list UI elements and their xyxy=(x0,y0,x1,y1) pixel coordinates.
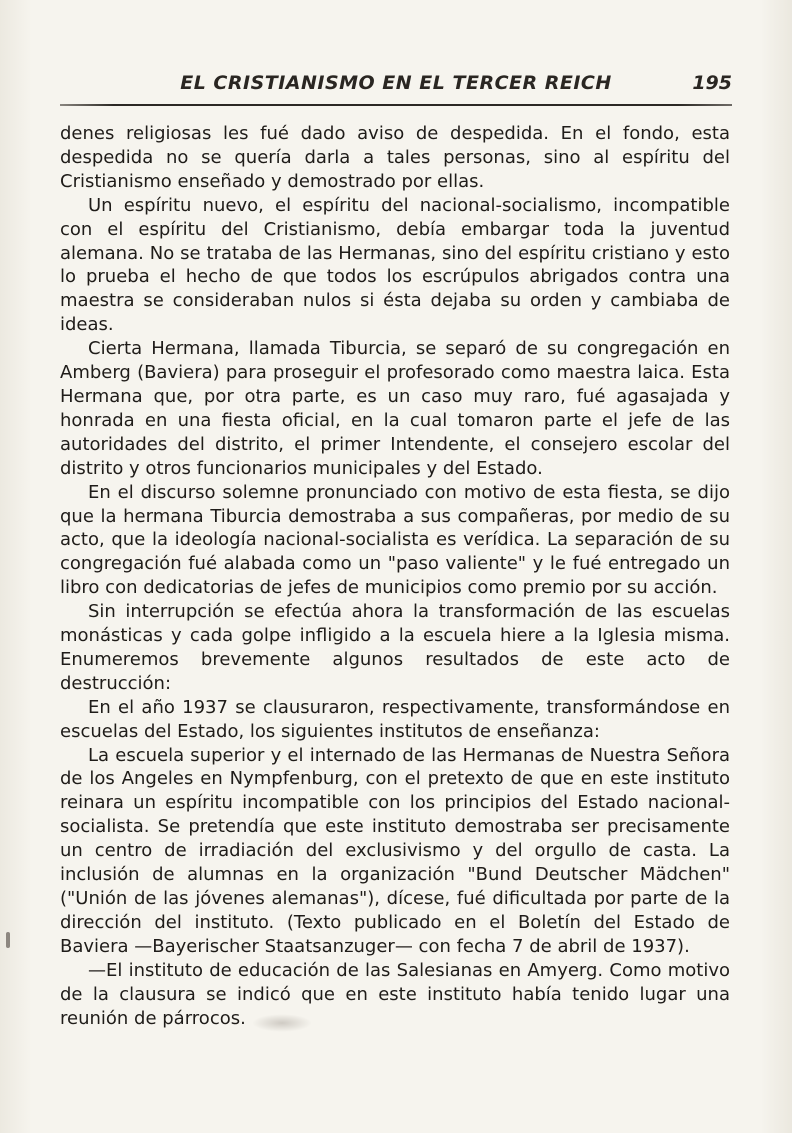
body-text xyxy=(60,122,730,1030)
paragraph-2: Un espíritu nuevo, el espíritu del nacional-socialismo, incompatible con el espíritu del Cristianismo, debía embargar toda la juventud alemana. No se trataba de las Hermanas, sino del espíritu cristiano y esto lo prueba el hecho de que todos los escrúpulos abrigados contra una maestra se consideraban nulos si ésta dejaba su orden y cambiaba de ideas. xyxy=(60,194,730,336)
paragraph-1: denes religiosas les fué dado aviso de despedida. En el fondo, esta despedida no se quería darla a tales personas, sino al espíritu del Cristianismo enseñado y demostrado por ellas. xyxy=(60,123,730,192)
margin-mark xyxy=(6,932,10,948)
page-header xyxy=(60,72,732,102)
header-rule xyxy=(60,104,732,106)
paragraph-5: Sin interrupción se efectúa ahora la transformación de las escuelas monásticas y cada golpe infligido a la escuela hiere a la Iglesia misma. Enumeremos brevemente algunos resultados de este acto de destrucción: xyxy=(60,601,730,694)
paragraph-7: La escuela superior y el internado de las Hermanas de Nuestra Señora de los Angeles en Nympfenburg, con el pretexto de que en este instituto reinara un espíritu incompatible con los principios del Estado nacional-socialista. Se pretendía que este instituto demostraba ser precisamente un centro de irradiación del exclusivismo y del orgullo de casta. La inclusión de alumnas en la organización "Bund Deutscher Mädchen" ("Unión de las jóvenes alemanas"), dícese, fué dificultada por parte de la dirección del instituto. (Texto publicado en el Boletín del Estado de Baviera —Bayerischer Staatsanzuger— con fecha 7 de abril de 1937). xyxy=(60,744,730,957)
paragraph-3: Cierta Hermana, llamada Tiburcia, se separó de su congregación en Amberg (Baviera) para proseguir el profesorado como maestra laica. Esta Hermana que, por otra parte, es un caso muy raro, fué agasajada y honrada en una fiesta oficial, en la cual tomaron parte el jefe de las autoridades del distrito, el primer Intendente, el consejero escolar del distrito y otros funcionarios municipales y del Estado. xyxy=(60,338,730,479)
paragraph-6: En el año 1937 se clausuraron, respectivamente, transformándose en escuelas del Estado, los siguientes institutos de enseñanza: xyxy=(60,696,730,742)
ink-smudge xyxy=(252,1014,312,1032)
running-title: EL CRISTIANISMO EN EL TERCER REICH xyxy=(180,72,612,94)
paragraph-8: —El instituto de educación de las Salesianas en Amyerg. Como motivo de la clausura se indicó que en este instituto había tenido lugar una reunión de párrocos. xyxy=(60,959,730,1029)
paragraph-4: En el discurso solemne pronunciado con motivo de esta fiesta, se dijo que la hermana Tiburcia demostraba a sus compañeras, por medio de su acto, que la ideología nacional-socialista es verídica. La separación de su congregación fué alabada como un "paso valiente" y le fué entregado un libro con dedicatorias de jefes de municipios como premio por su acción. xyxy=(60,481,730,599)
page-number: 195 xyxy=(692,72,732,94)
